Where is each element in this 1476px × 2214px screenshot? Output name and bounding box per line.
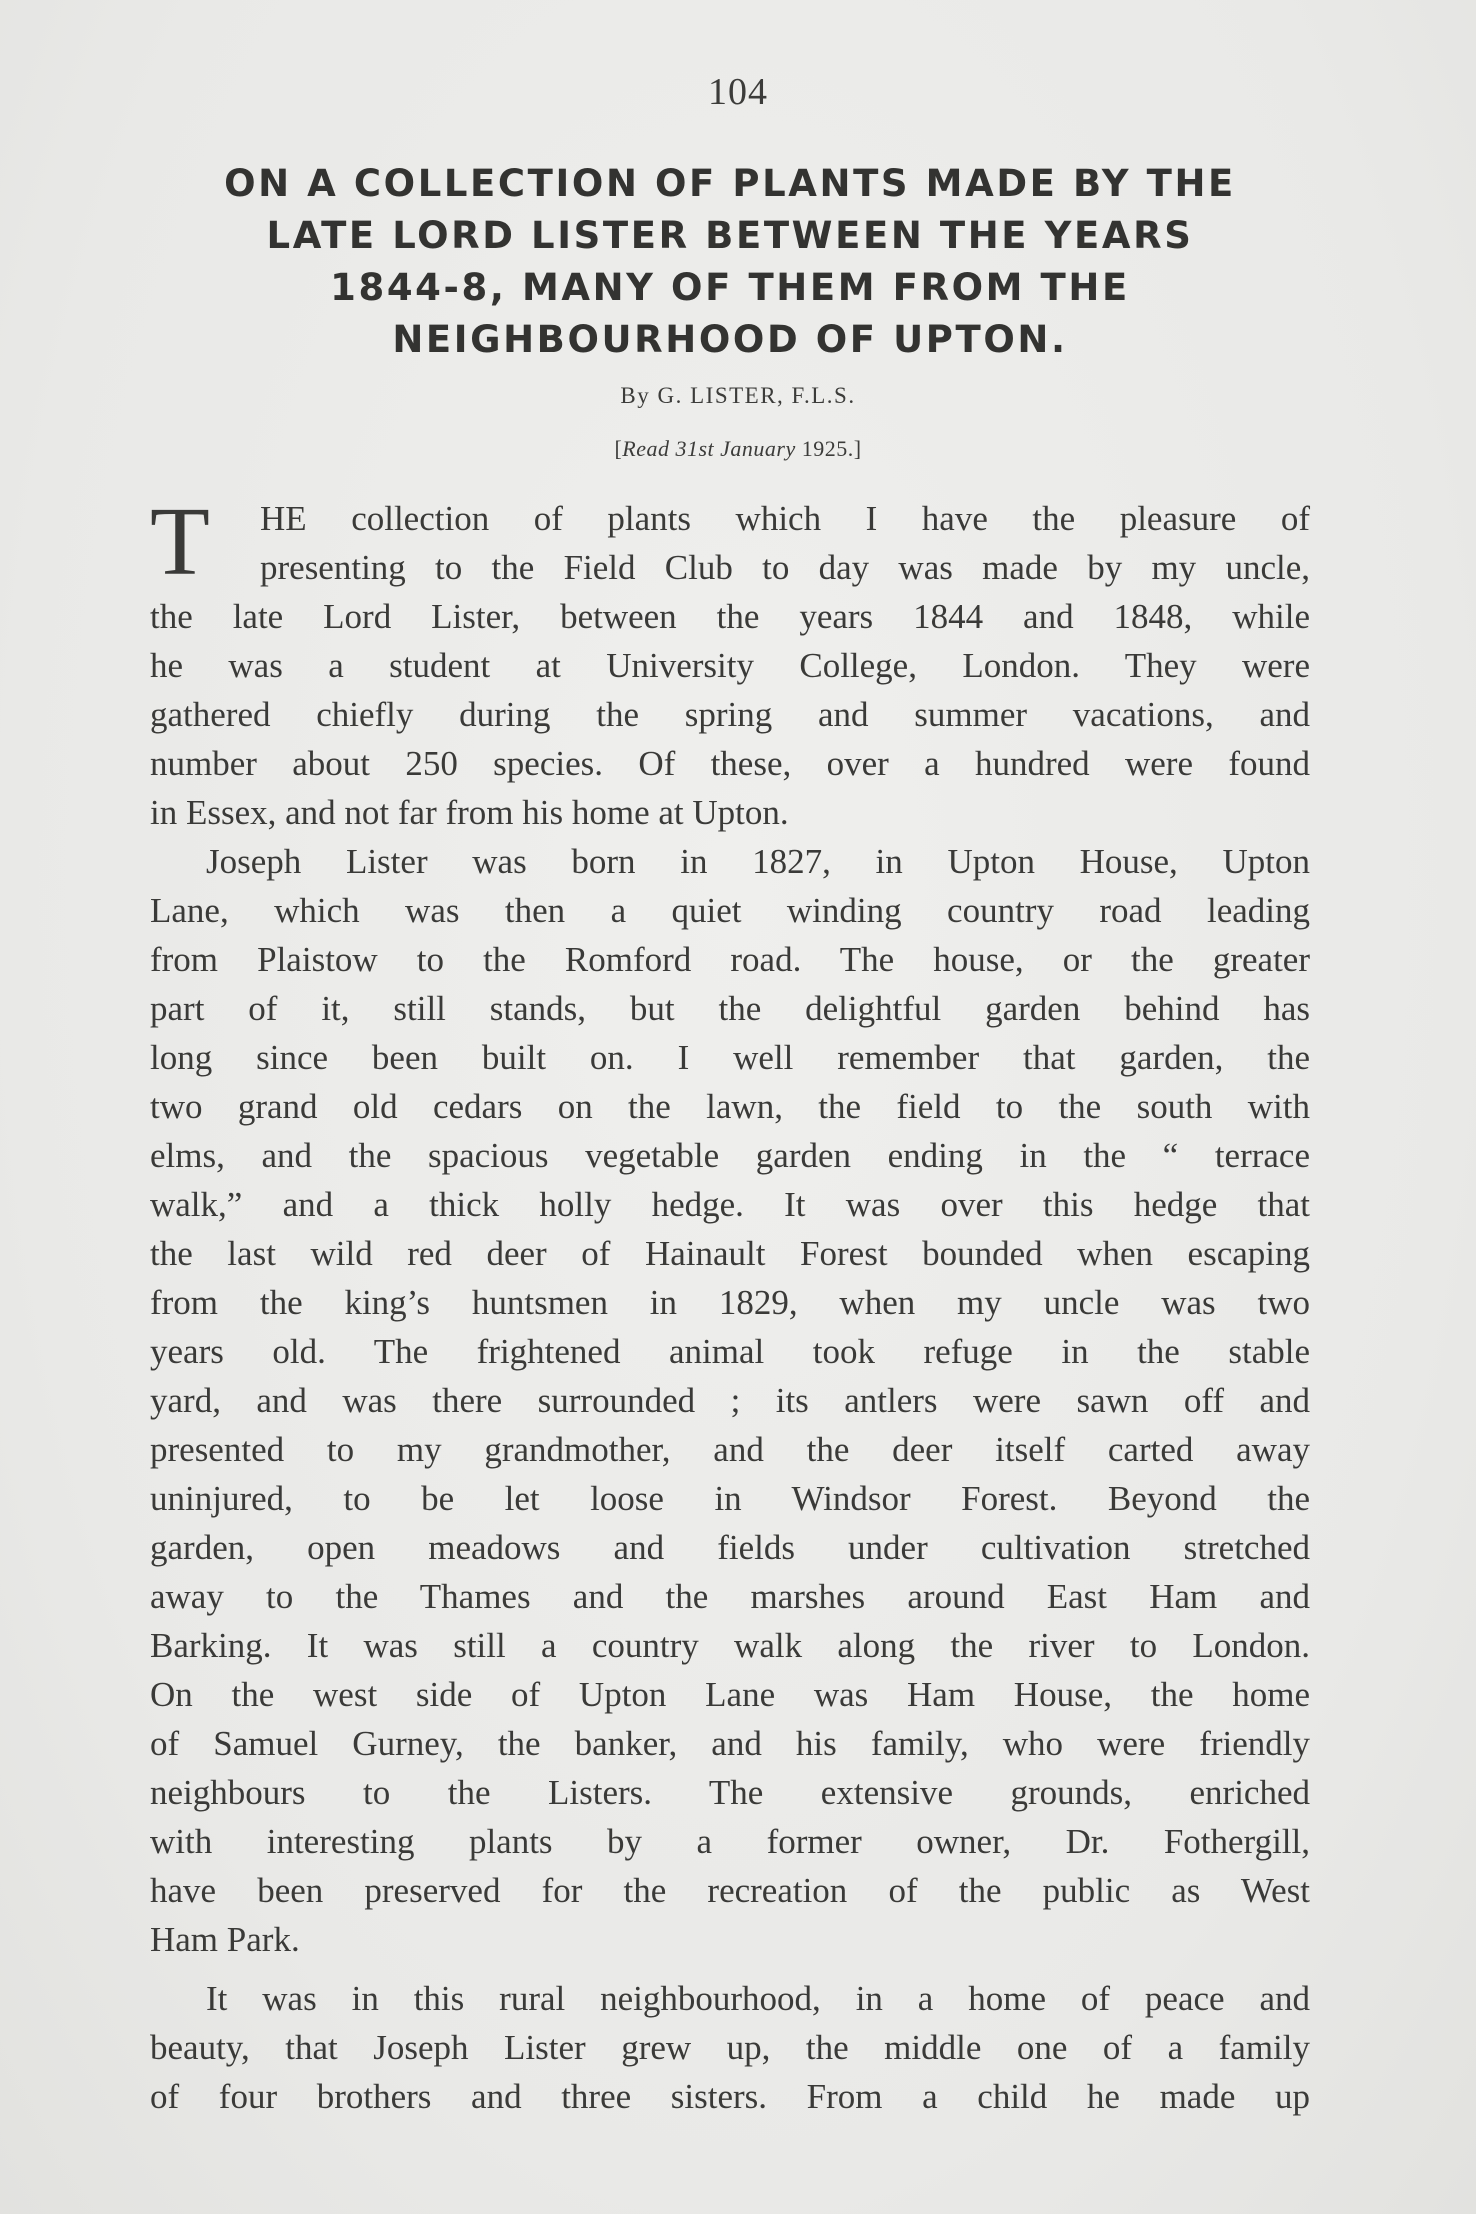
- drop-cap: T: [150, 488, 210, 596]
- article-title: [150, 158, 1310, 366]
- text-line: number about 250 species. Of these, over a hundred were found: [150, 744, 1310, 783]
- text-line: elms, and the spacious vegetable garden ending in the “ terrace: [150, 1136, 1310, 1175]
- text-line: walk,” and a thick holly hedge. It was over this hedge that: [150, 1185, 1310, 1224]
- text-line: in Essex, and not far from his home at Upton.: [150, 793, 789, 832]
- text-line: uninjured, to be let loose in Windsor Forest. Beyond the: [150, 1479, 1310, 1518]
- text-line: he was a student at University College, London. They were: [150, 646, 1310, 685]
- text-line: yard, and was there surrounded ; its antlers were sawn off and: [150, 1381, 1310, 1420]
- text-line: HE collection of plants which I have the pleasure of: [260, 499, 1310, 538]
- text-line: garden, open meadows and fields under cultivation stretched: [150, 1528, 1310, 1567]
- title-line: 1844-8, MANY OF THEM FROM THE: [330, 266, 1130, 309]
- article-body: [150, 488, 1310, 2121]
- text-line: gathered chiefly during the spring and summer vacations, and: [150, 695, 1310, 734]
- text-line: of four brothers and three sisters. From a child he made up: [150, 2077, 1310, 2116]
- text-line: neighbours to the Listers. The extensive grounds, enriched: [150, 1773, 1310, 1812]
- text-line: beauty, that Joseph Lister grew up, the middle one of a family: [150, 2028, 1310, 2067]
- title-line: NEIGHBOURHOOD OF UPTON.: [392, 318, 1068, 361]
- paragraph-2: [150, 837, 1310, 1964]
- text-line: from Plaistow to the Romford road. The house, or the greater: [150, 940, 1310, 979]
- text-line: away to the Thames and the marshes around East Ham and: [150, 1577, 1310, 1616]
- text-line: presented to my grandmother, and the deer itself carted away: [150, 1430, 1310, 1469]
- text-line: with interesting plants by a former owner, Dr. Fothergill,: [150, 1822, 1310, 1861]
- read-date-bracket: [: [614, 436, 623, 461]
- page-number: 104: [708, 71, 768, 113]
- text-line: part of it, still stands, but the delightful garden behind has: [150, 989, 1310, 1028]
- text-line: Barking. It was still a country walk along the river to London.: [150, 1626, 1310, 1665]
- read-date: [0, 436, 1476, 462]
- text-line: years old. The frightened animal took refuge in the stable: [150, 1332, 1310, 1371]
- text-line: have been preserved for the recreation of the public as West: [150, 1871, 1310, 1910]
- text-line: two grand old cedars on the lawn, the field to the south with: [150, 1087, 1310, 1126]
- text-line: On the west side of Upton Lane was Ham House, the home: [150, 1675, 1310, 1714]
- text-line: It was in this rural neighbourhood, in a home of peace and: [206, 1979, 1310, 2018]
- text-line: the late Lord Lister, between the years 1844 and 1848, while: [150, 597, 1310, 636]
- text-line: of Samuel Gurney, the banker, and his family, who were friendly: [150, 1724, 1310, 1763]
- paragraph-3: [150, 1974, 1310, 2121]
- paragraph-1: [150, 488, 1310, 837]
- title-line: LATE LORD LISTER BETWEEN THE YEARS: [266, 214, 1194, 257]
- text-line: Lane, which was then a quiet winding country road leading: [150, 891, 1310, 930]
- author-byline: By G. LISTER, F.L.S.: [620, 383, 856, 408]
- read-date-italic: Read 31st January: [622, 436, 796, 461]
- text-line: Joseph Lister was born in 1827, in Upton House, Upton: [206, 842, 1310, 881]
- text-line: Ham Park.: [150, 1920, 300, 1959]
- text-line: the last wild red deer of Hainault Forest bounded when escaping: [150, 1234, 1310, 1273]
- text-line: presenting to the Field Club to day was made by my uncle,: [260, 548, 1310, 587]
- title-line: ON A COLLECTION OF PLANTS MADE BY THE: [224, 162, 1236, 205]
- text-line: long since been built on. I well remember that garden, the: [150, 1038, 1310, 1077]
- text-line: from the king’s huntsmen in 1829, when my uncle was two: [150, 1283, 1310, 1322]
- read-date-year: 1925.]: [795, 436, 862, 461]
